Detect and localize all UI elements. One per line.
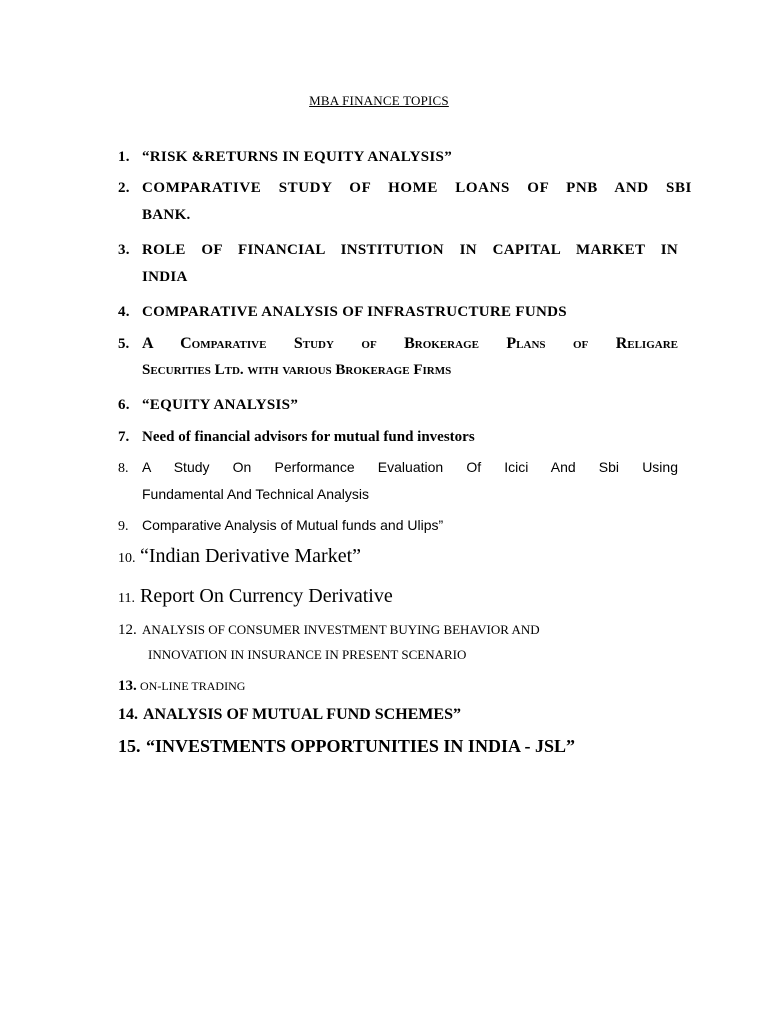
item-number: 2. <box>118 180 130 196</box>
item-text: Need of financial advisors for mutual fund investors <box>142 429 475 445</box>
list-item <box>118 397 298 414</box>
item-number: 1. <box>118 149 130 165</box>
list-item <box>118 459 678 502</box>
item-text: Comparative Analysis of Mutual funds and Ulips” <box>142 517 444 533</box>
item-number: 13. <box>118 678 137 694</box>
list-item <box>118 517 443 535</box>
list-item <box>118 304 567 321</box>
list-item <box>118 429 475 446</box>
list-item <box>118 736 575 757</box>
list-item <box>118 149 452 166</box>
page-title: MBA FINANCE TOPICS <box>309 93 449 108</box>
item-text-continued: BANK. <box>142 207 191 223</box>
item-text: A Comparative Study of Brokerage Plans of Religare <box>142 335 678 352</box>
list-item <box>118 622 540 663</box>
item-number: 3. <box>118 242 130 258</box>
item-number: 6. <box>118 397 130 413</box>
list-item <box>118 678 245 695</box>
list-item <box>118 585 393 608</box>
item-text-continued: INNOVATION IN INSURANCE IN PRESENT SCENARIO <box>148 647 467 662</box>
item-text: ON-LINE TRADING <box>140 679 246 693</box>
item-text: Report On Currency Derivative <box>140 585 393 607</box>
list-item <box>118 180 692 224</box>
item-text: ANALYSIS OF CONSUMER INVESTMENT BUYING BEHAVIOR AND <box>142 622 540 637</box>
item-text: COMPARATIVE STUDY OF HOME LOANS OF PNB AND SBI <box>142 180 692 196</box>
item-number: 10. <box>118 551 136 566</box>
item-number: 9. <box>118 519 129 534</box>
item-text: COMPARATIVE ANALYSIS OF INFRASTRUCTURE FUNDS <box>142 304 567 320</box>
item-text: ANALYSIS OF MUTUAL FUND SCHEMES” <box>143 706 461 723</box>
list-item <box>118 545 361 568</box>
list-item <box>118 335 678 379</box>
item-number: 4. <box>118 304 130 320</box>
item-text-continued: INDIA <box>142 269 188 285</box>
item-text-continued: Securities Ltd. with various Brokerage Firms <box>142 362 452 378</box>
item-text: A Study On Performance Evaluation Of Icici And Sbi Using <box>142 459 678 475</box>
item-number: 12. <box>118 622 137 638</box>
list-item <box>118 706 461 724</box>
item-number: 7. <box>118 429 130 445</box>
item-number: 15. <box>118 736 141 756</box>
item-number: 8. <box>118 461 129 476</box>
item-text: “RISK &RETURNS IN EQUITY ANALYSIS” <box>142 149 453 165</box>
item-text: “Indian Derivative Market” <box>140 545 362 567</box>
item-number: 5. <box>118 336 130 352</box>
item-text: “EQUITY ANALYSIS” <box>142 397 299 413</box>
item-text: ROLE OF FINANCIAL INSTITUTION IN CAPITAL MARKET IN <box>142 242 678 258</box>
item-text-continued: Fundamental And Technical Analysis <box>142 486 369 502</box>
item-text: “INVESTMENTS OPPORTUNITIES IN INDIA - JSL” <box>146 736 575 756</box>
item-number: 11. <box>118 591 135 606</box>
item-number: 14. <box>118 706 138 723</box>
list-item <box>118 242 678 286</box>
